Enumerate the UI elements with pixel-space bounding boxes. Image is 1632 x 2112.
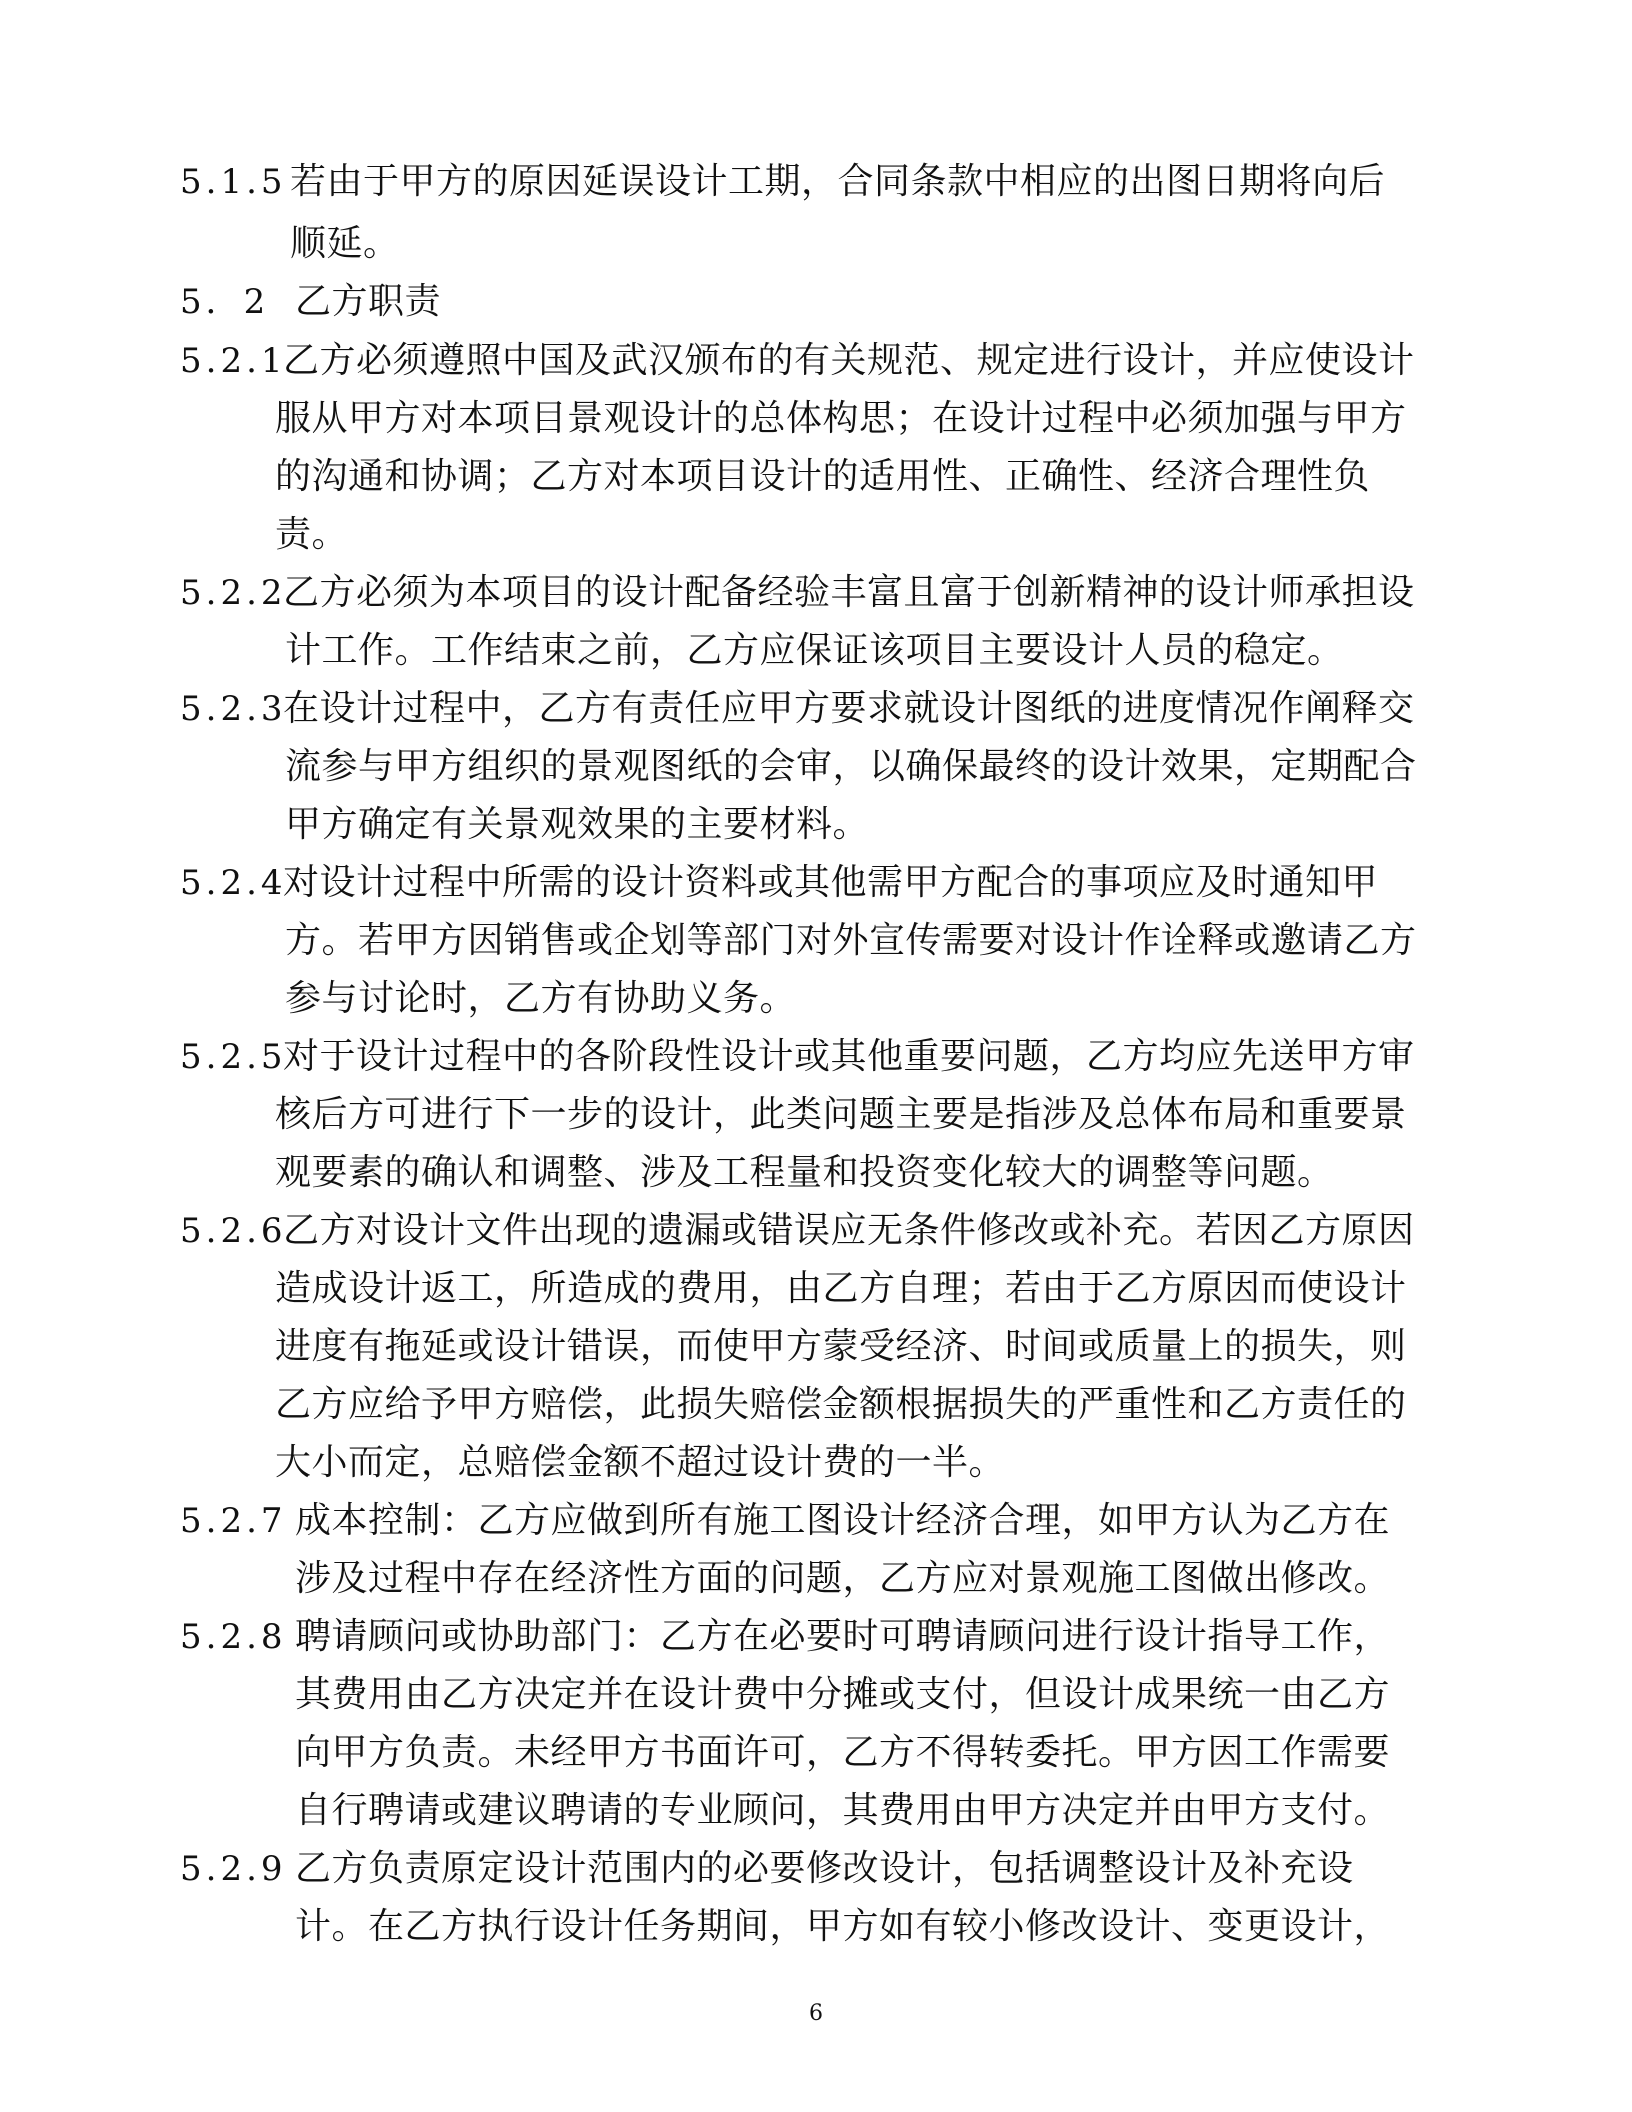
clause-text-line: 顺延。 xyxy=(290,223,400,264)
clause-text-line: 大小而定，总赔偿金额不超过设计费的一半。 xyxy=(275,1442,1006,1483)
clause-text-line: 乙方对设计文件出现的遗漏或错误应无条件修改或补充。若因乙方原因 xyxy=(283,1210,1415,1251)
clause-text-line: 乙方应给予甲方赔偿，此损失赔偿金额根据损失的严重性和乙方责任的 xyxy=(275,1384,1407,1425)
clause-text-line: 涉及过程中存在经济性方面的问题，乙方应对景观施工图做出修改。 xyxy=(295,1558,1391,1599)
clause-text-line: 对于设计过程中的各阶段性设计或其他重要问题，乙方均应先送甲方审 xyxy=(283,1036,1415,1077)
clause-text-line: 自行聘请或建议聘请的专业顾问，其费用由甲方决定并由甲方支付。 xyxy=(295,1790,1391,1831)
clause-number: 5.2.4 xyxy=(180,863,287,903)
clause-number: 5.2.7 xyxy=(180,1501,287,1541)
clause-text-line: 乙方负责原定设计范围内的必要修改设计，包括调整设计及补充设 xyxy=(295,1848,1354,1889)
clause-text-line: 方。若甲方因销售或企划等部门对外宣传需要对设计作诠释或邀请乙方 xyxy=(285,920,1417,961)
clause-text-line: 对设计过程中所需的设计资料或其他需甲方配合的事项应及时通知甲 xyxy=(283,862,1379,903)
clause-text-line: 聘请顾问或协助部门：乙方在必要时可聘请顾问进行设计指导工作， xyxy=(295,1616,1391,1657)
clause-text-line: 核后方可进行下一步的设计，此类问题主要是指涉及总体布局和重要景 xyxy=(275,1094,1407,1135)
clause-text-line: 计工作。工作结束之前，乙方应保证该项目主要设计人员的稳定。 xyxy=(285,630,1344,671)
clause-number: 5.2.5 xyxy=(180,1037,287,1077)
clause-number: 5.2.2 xyxy=(180,573,287,613)
clause-text-line: 责。 xyxy=(275,514,349,555)
clause-text-line: 乙方必须为本项目的设计配备经验丰富且富于创新精神的设计师承担设 xyxy=(283,572,1415,613)
clause-number: 5.2.6 xyxy=(180,1211,287,1251)
clause-text-line: 计。在乙方执行设计任务期间，甲方如有较小修改设计、变更设计， xyxy=(295,1906,1391,1947)
clause-text-line: 造成设计返工，所造成的费用，由乙方自理；若由于乙方原因而使设计 xyxy=(275,1268,1407,1309)
clause-text-line: 的沟通和协调；乙方对本项目设计的适用性、正确性、经济合理性负 xyxy=(275,456,1371,497)
clause-text-line: 流参与甲方组织的景观图纸的会审，以确保最终的设计效果，定期配合 xyxy=(285,746,1417,787)
clause-number: 5.2.1 xyxy=(180,341,287,381)
section-number: 5．2 xyxy=(180,282,270,322)
clause-text-line: 其费用由乙方决定并在设计费中分摊或支付，但设计成果统一由乙方 xyxy=(295,1674,1391,1715)
clause-number: 5.2.8 xyxy=(180,1617,287,1657)
clause-number: 5.2.3 xyxy=(180,689,287,729)
clause-number: 5.1.5 xyxy=(180,162,287,202)
clause-text-line: 服从甲方对本项目景观设计的总体构思；在设计过程中必须加强与甲方 xyxy=(275,398,1407,439)
clause-text-line: 进度有拖延或设计错误，而使甲方蒙受经济、时间或质量上的损失，则 xyxy=(275,1326,1407,1367)
clause-text-line: 观要素的确认和调整、涉及工程量和投资变化较大的调整等问题。 xyxy=(275,1152,1334,1193)
clause-text-line: 成本控制：乙方应做到所有施工图设计经济合理，如甲方认为乙方在 xyxy=(295,1500,1391,1541)
clause-text-line: 向甲方负责。未经甲方书面许可，乙方不得转委托。甲方因工作需要 xyxy=(295,1732,1391,1773)
clause-text-line: 乙方必须遵照中国及武汉颁布的有关规范、规定进行设计，并应使设计 xyxy=(283,340,1415,381)
clause-number: 5.2.9 xyxy=(180,1849,287,1889)
page-number: 6 xyxy=(809,2001,823,2026)
clause-text-line: 若由于甲方的原因延误设计工期，合同条款中相应的出图日期将向后 xyxy=(290,161,1386,202)
clause-text-line: 甲方确定有关景观效果的主要材料。 xyxy=(285,804,870,845)
clause-text-line: 参与讨论时，乙方有协助义务。 xyxy=(285,978,797,1019)
clause-text-line: 在设计过程中，乙方有责任应甲方要求就设计图纸的进度情况作阐释交 xyxy=(283,688,1415,729)
section-heading: 乙方职责 xyxy=(295,281,442,322)
